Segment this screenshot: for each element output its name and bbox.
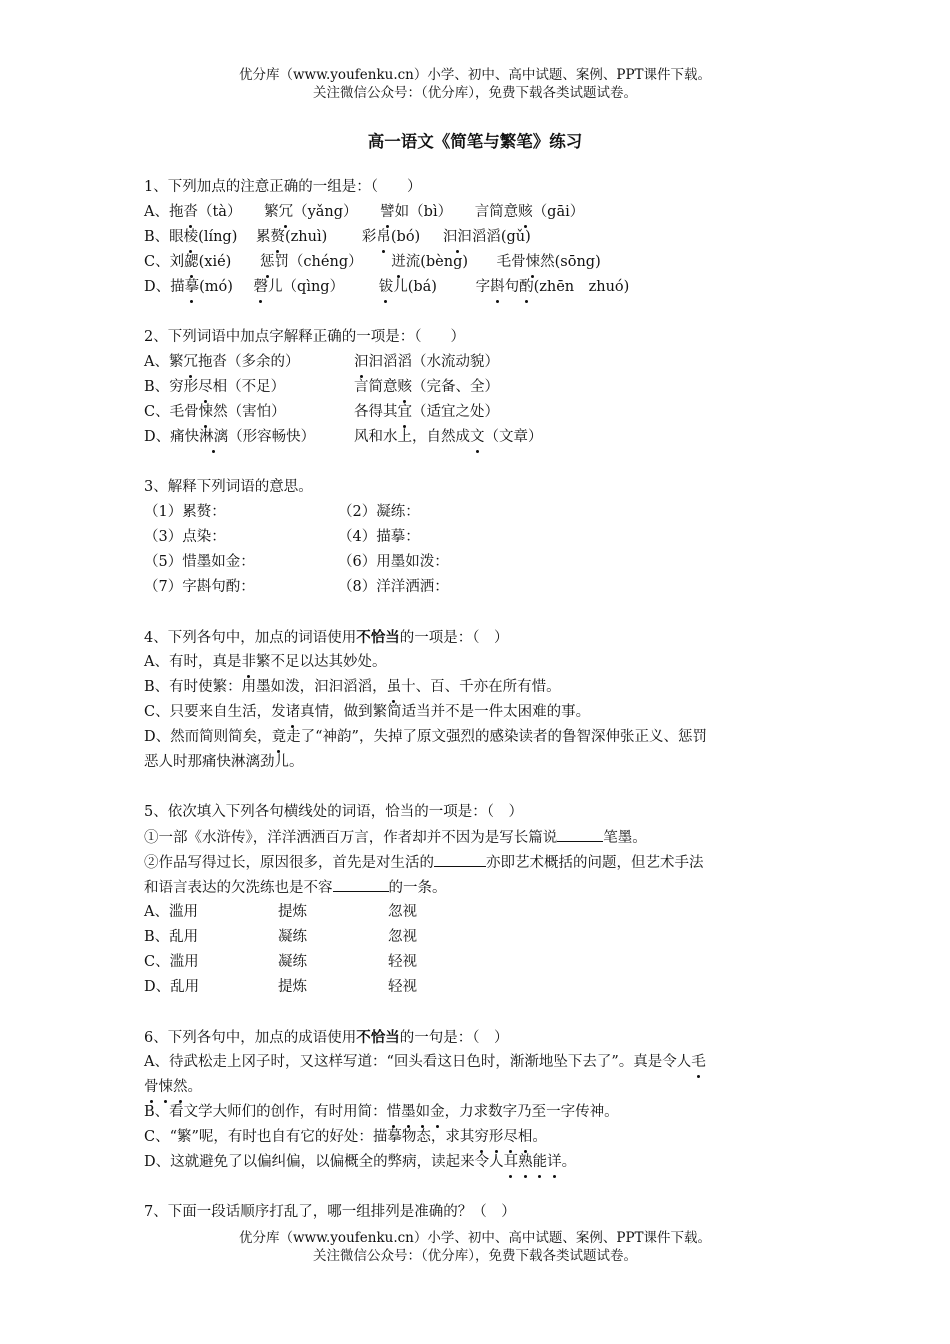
q6-stem: 6、下列各句中，加点的成语使用不恰当的一句是：（ ） (144, 1029, 509, 1046)
q3-stem: 3、解释下列词语的意思。 (144, 479, 313, 495)
page-header (0, 66, 950, 102)
q1-option-a: A、拖沓（tà） 繁冗（yǎng） 譬如（bì） 言简意赅（gāi） (144, 200, 814, 225)
q5-sentence-1: ①一部《水浒传》，洋洋洒洒百万言，作者却并不因为是写长篇说 笔墨。 (144, 825, 814, 850)
q5-option-b: B、乱用 凝练 忽视 (144, 929, 417, 945)
q5-stem: 5、依次填入下列各句横线处的词语，恰当的一项是：（ ） (144, 804, 523, 820)
q4-option-a: A、有时，真是非繁不足以达其妙处。 (144, 650, 814, 675)
q5-sentence-3: 和语言表达的欠洗练也是不容 的一条。 (144, 875, 814, 900)
q7-stem: 7、下面一段话顺序打乱了，哪一组排列是准确的？（ ） (144, 1204, 516, 1220)
q1-option-d: D、描摹(mó) 磬儿（qìng） 钹儿(bá) 字斟句酌(zhēn zhuó) (144, 275, 814, 300)
q6-option-c: C、“繁”呢，有时也自有它的好处：描摹物态，求其穷形尽相。 (144, 1125, 814, 1150)
q3-row-3: （5）惜墨如金： （6）用墨如泼： (144, 554, 449, 570)
q5-blank-1[interactable] (557, 825, 603, 842)
header-line-1: 优分库（www.youfenku.cn）小学、初中、高中试题、案例、PPT课件下载。 (238, 67, 712, 83)
q2-option-c: C、毛骨悚然（害怕） 各得其宜（适宜之处） (144, 400, 814, 425)
q5-option-a: A、滥用 提炼 忽视 (144, 904, 417, 920)
header-line-2: 关注微信公众号：（优分库），免费下载各类试题试卷。 (313, 85, 637, 101)
q1-option-c: C、刘勰(xié) 惩罚（chéng） 迸流(bèng) 毛骨悚然(sōng) (144, 250, 814, 275)
q2-stem: 2、下列词语中加点字解释正确的一项是：（ ） (144, 329, 465, 345)
footer-line-2: 关注微信公众号：（优分库），免费下载各类试题试卷。 (313, 1248, 637, 1264)
q5-sentence-2: ②作品写得过长，原因很多，首先是对生活的 亦即艺术概括的问题，但艺术手法 (144, 850, 814, 875)
q3-row-4: （7）字斟句酌： （8）洋洋洒洒： (144, 579, 449, 595)
q4-option-c: C、只要来自生活，发诸真情，做到繁简适当并不是一件太困难的事。 (144, 700, 814, 725)
q5-option-d: D、乱用 提炼 轻视 (144, 979, 417, 995)
q1-stem: 1、下列加点的注意正确的一组是：（ ） (144, 179, 422, 195)
q4-option-b: B、有时使繁：用墨如泼，汩汩滔滔，虽十、百、千亦在所有惜。 (144, 675, 814, 700)
document-title: 高一语文《简笔与繁笔》练习 (367, 132, 583, 151)
q5-blank-2[interactable] (434, 850, 486, 867)
q5-blank-3[interactable] (333, 875, 389, 892)
q1-option-b: B、眼棱(líng) 累赘(zhuì) 彩帛(bó) 汩汩滔滔(gǔ) (144, 225, 814, 250)
q2-option-d: D、痛快淋漓（形容畅快） 风和水上，自然成文（文章） (144, 425, 814, 450)
page-footer (0, 1229, 950, 1265)
q6-option-a-line2: 骨悚然。 (144, 1075, 814, 1100)
q6-option-b: B、看文学大师们的创作，有时用简：惜墨如金，力求数字乃至一字传神。 (144, 1100, 814, 1125)
q6-option-a-line1: A、待武松走上冈子时，又这样写道：“回头看这日色时，渐渐地坠下去了”。真是令人毛 (144, 1050, 814, 1075)
q3-row-2: （3）点染： （4）描摹： (144, 529, 420, 545)
exercise-body (144, 175, 814, 1225)
q4-option-d-line2: 恶人时那痛快淋漓劲儿。 (144, 754, 304, 770)
q4-option-d-line1: D、然而简则简矣，竟走了“神韵”，失掉了原文强烈的感染读者的鲁智深伸张正义、惩罚 (144, 725, 814, 750)
q6-option-d: D、这就避免了以偏纠偏，以偏概全的弊病，读起来令人耳熟能详。 (144, 1150, 814, 1175)
q5-option-c: C、滥用 凝练 轻视 (144, 954, 417, 970)
q3-row-1: （1）累赘： （2）凝练： (144, 504, 420, 520)
footer-line-1: 优分库（www.youfenku.cn）小学、初中、高中试题、案例、PPT课件下载。 (238, 1230, 712, 1246)
q2-option-a: A、繁冗拖沓（多余的） 汩汩滔滔（水流动貌） (144, 350, 814, 375)
q4-stem: 4、下列各句中，加点的词语使用不恰当的一项是：（ ） (144, 629, 509, 646)
q2-option-b: B、穷形尽相（不足） 言简意赅（完备、全） (144, 375, 814, 400)
